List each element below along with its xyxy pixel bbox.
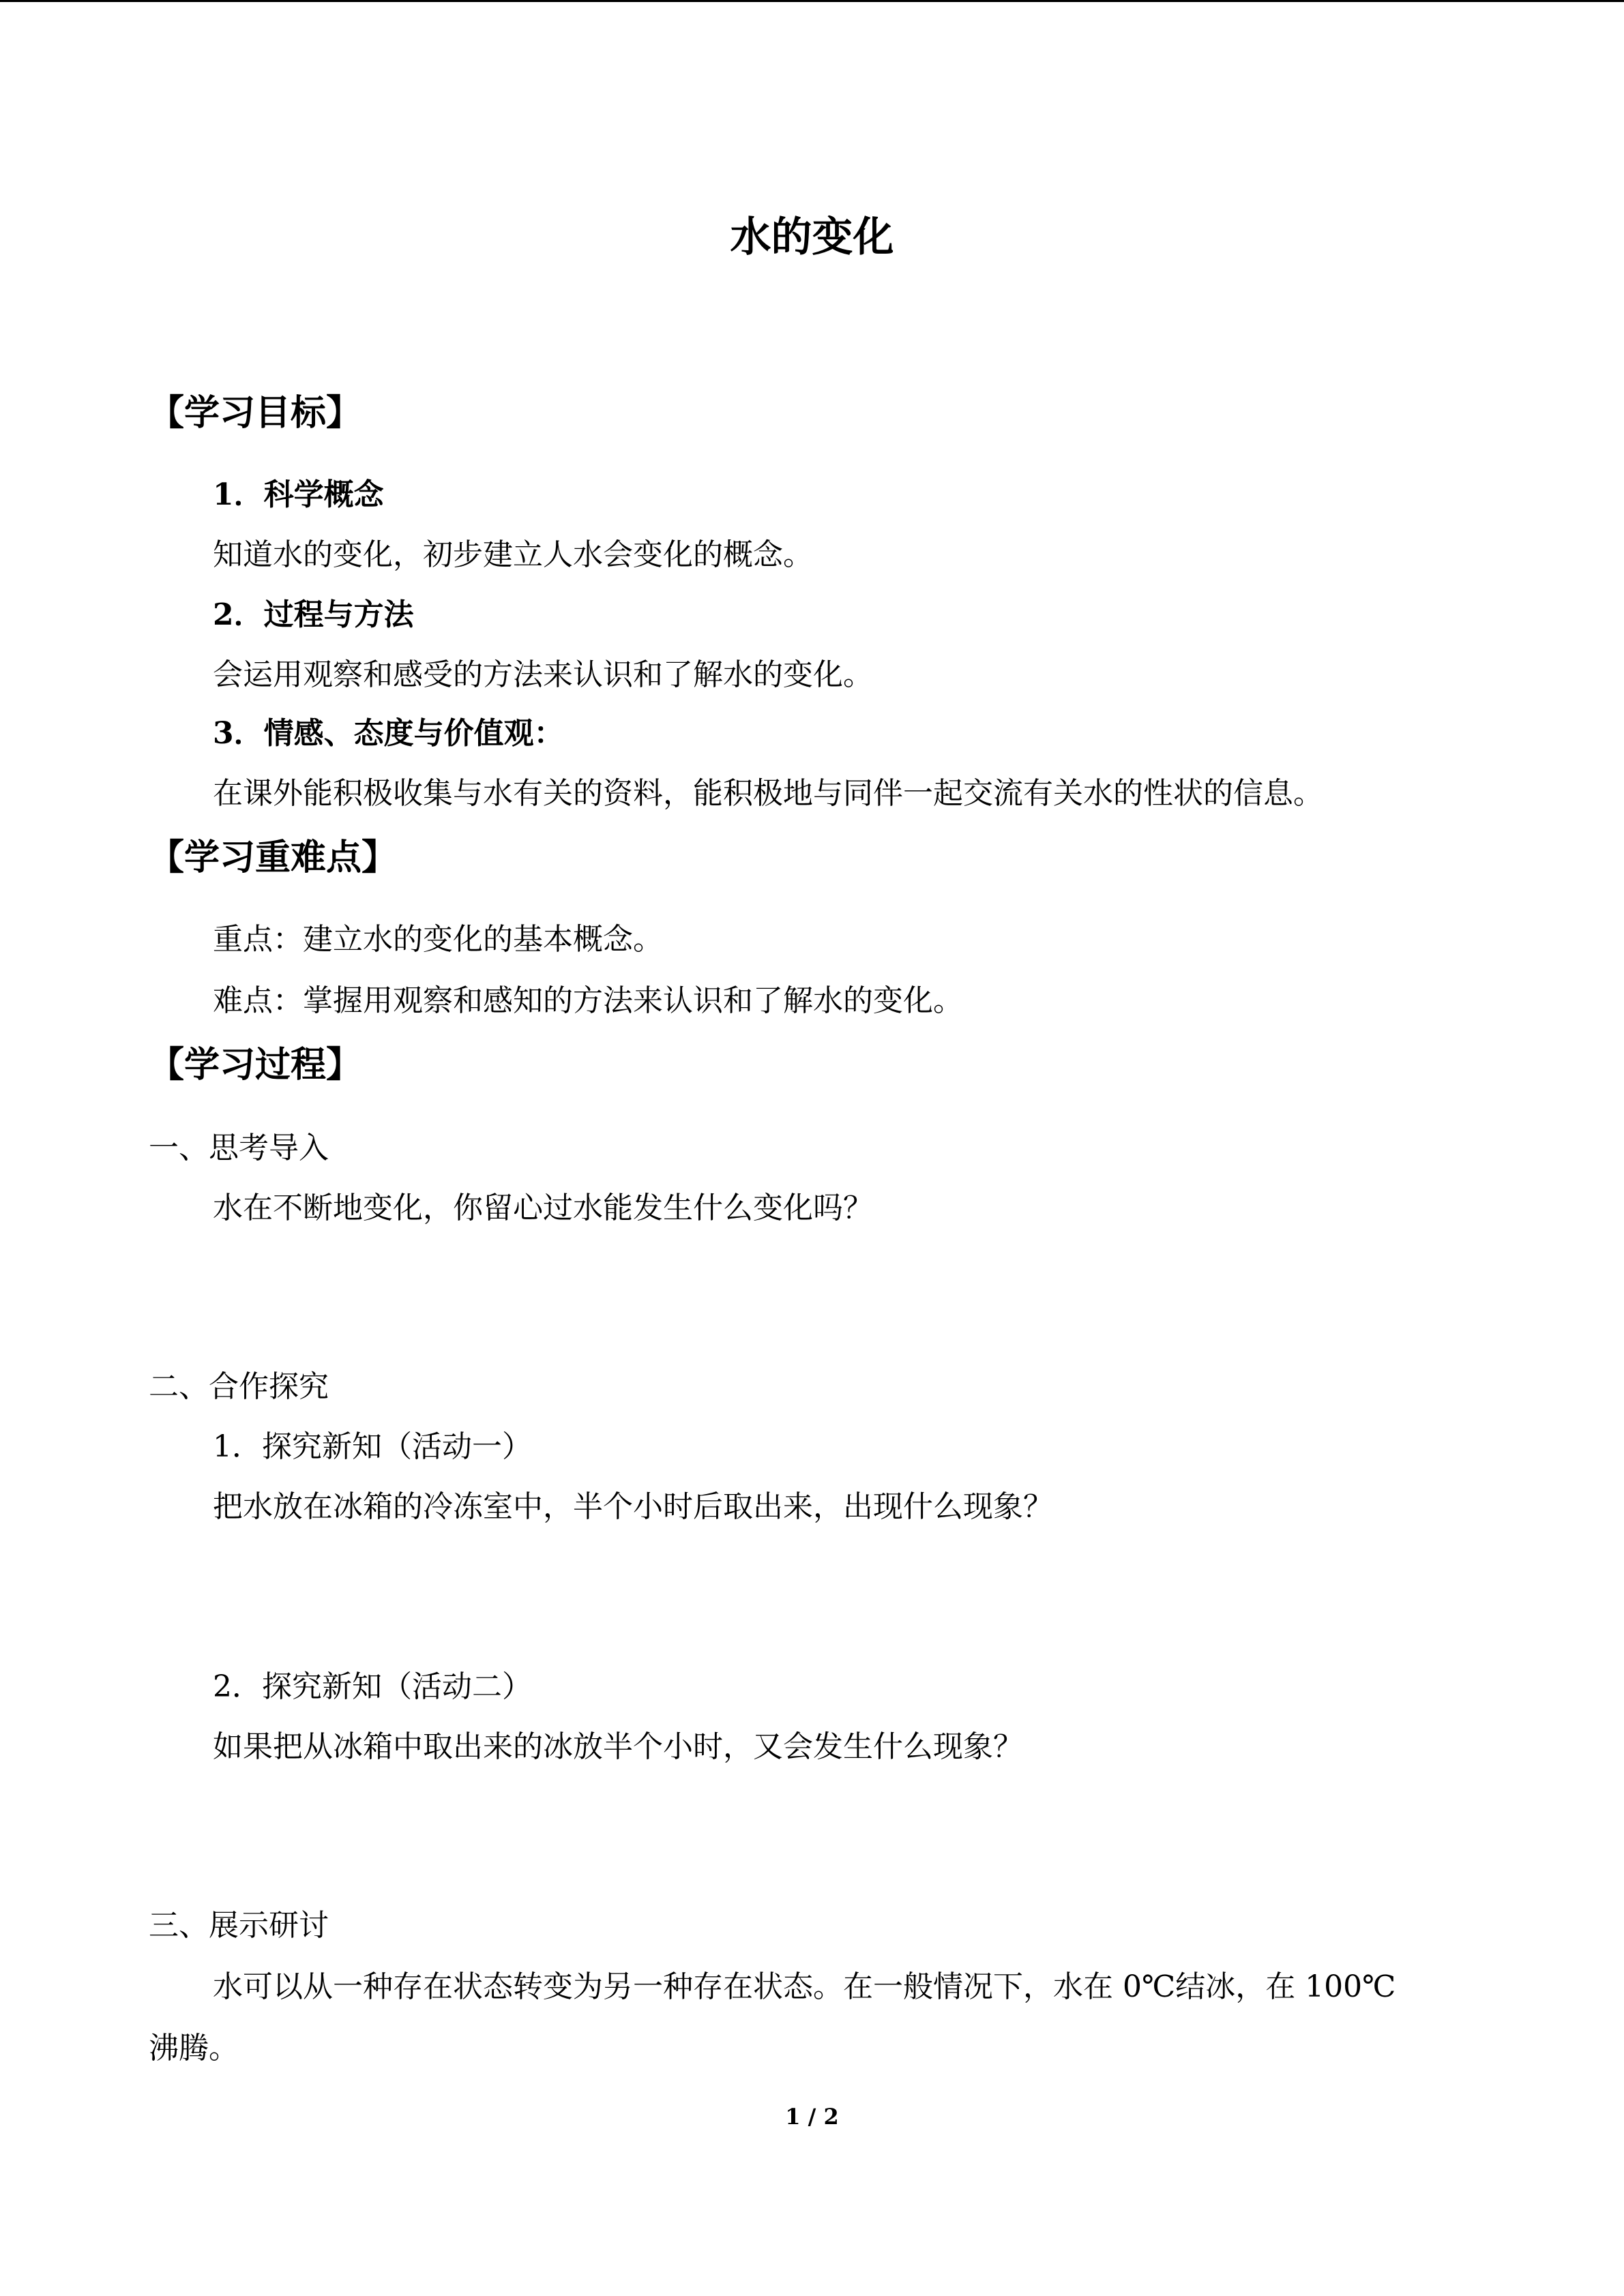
activity-2-text: 如果把从冰箱中取出来的冰放半个小时，又会发生什么现象？: [213, 1729, 1023, 1764]
page-number: 1 / 2: [785, 2104, 839, 2130]
section-1-text: 水在不断地变化，你留心过水能发生什么变化吗？: [213, 1191, 873, 1225]
process-heading: 【学习过程】: [149, 1045, 362, 1086]
objective-1-text: 知道水的变化，初步建立人水会变化的概念。: [213, 537, 813, 572]
section-1-title: 一、思考导入: [149, 1131, 329, 1165]
activity-2-title: 2．探究新知（活动二）: [213, 1669, 532, 1704]
objective-1-title: 1．科学概念: [213, 477, 384, 512]
document-title: 水的变化: [730, 213, 894, 261]
key-point-focus: 重点：建立水的变化的基本概念。: [213, 922, 663, 957]
section-3-title: 三、展示研讨: [149, 1908, 329, 1943]
activity-1-title: 1．探究新知（活动一）: [213, 1429, 532, 1464]
activity-1-text: 把水放在冰箱的冷冻室中，半个小时后取出来，出现什么现象？: [213, 1489, 1053, 1524]
section-3-text-line-1: 水可以从一种存在状态转变为另一种存在状态。在一般情况下，水在 0℃结冰，在 100℃: [213, 1969, 1396, 2004]
objective-2-text: 会运用观察和感受的方法来认识和了解水的变化。: [213, 657, 873, 692]
key-points-heading: 【学习重难点】: [149, 837, 398, 878]
objective-3-title: 3．情感、态度与价值观：: [213, 716, 564, 751]
top-border: [0, 0, 1624, 2]
objective-3-text: 在课外能积极收集与水有关的资料，能积极地与同伴一起交流有关水的性状的信息。: [213, 776, 1323, 811]
objective-2-title: 2．过程与方法: [213, 597, 414, 632]
section-3-text-line-2: 沸腾。: [149, 2031, 239, 2066]
section-2-title: 二、合作探究: [149, 1369, 329, 1404]
objectives-heading: 【学习目标】: [149, 393, 362, 434]
key-point-difficulty: 难点：掌握用观察和感知的方法来认识和了解水的变化。: [213, 983, 963, 1018]
